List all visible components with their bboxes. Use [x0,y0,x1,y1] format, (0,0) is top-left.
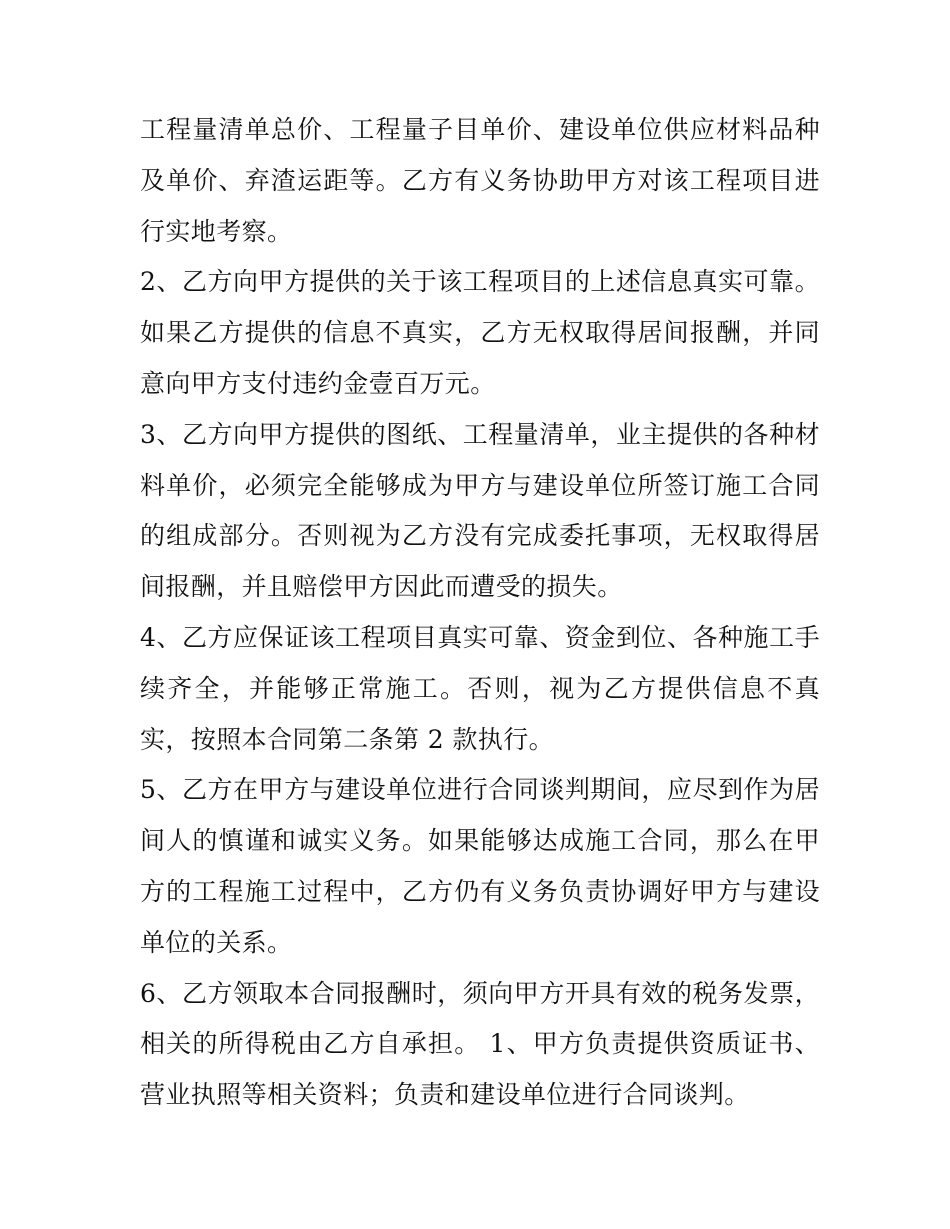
document-body [140,105,820,1121]
clause-2: 2、乙方向甲方提供的关于该工程项目的上述信息真实可靠。如果乙方提供的信息不真实，乙方无权取得居间报酬，并同意向甲方支付违约金壹百万元。 [140,267,820,398]
clause-6: 6、乙方领取本合同报酬时，须向甲方开具有效的税务发票，相关的所得税由乙方自承担。 1、甲方负责提供资质证书、营业执照等相关资料；负责和建设单位进行合同谈判。 [140,978,820,1110]
clause-4: 4、乙方应保证该工程项目真实可靠、资金到位、各种施工手续齐全，并能够正常施工。否则，视为乙方提供信息不真实，按照本合同第二条第 2 款执行。 [140,622,820,754]
clause-5: 5、乙方在甲方与建设单位进行合同谈判期间，应尽到作为居间人的慎谨和诚实义务。如果能够达成施工合同，那么在甲方的工程施工过程中，乙方仍有义务负责协调好甲方与建设单位的关系。 [140,775,820,957]
paragraph-continuation: 工程量清单总价、工程量子目单价、建设单位供应材料品种及单价、弃渣运距等。乙方有义务协助甲方对该工程项目进行实地考察。 [140,115,820,246]
clause-3: 3、乙方向甲方提供的图纸、工程量清单，业主提供的各种材料单价，必须完全能够成为甲方与建设单位所签订施工合同的组成部分。否则视为乙方没有完成委托事项，无权取得居间报酬，并且赔偿甲方因此而遭受的损失。 [140,419,820,602]
